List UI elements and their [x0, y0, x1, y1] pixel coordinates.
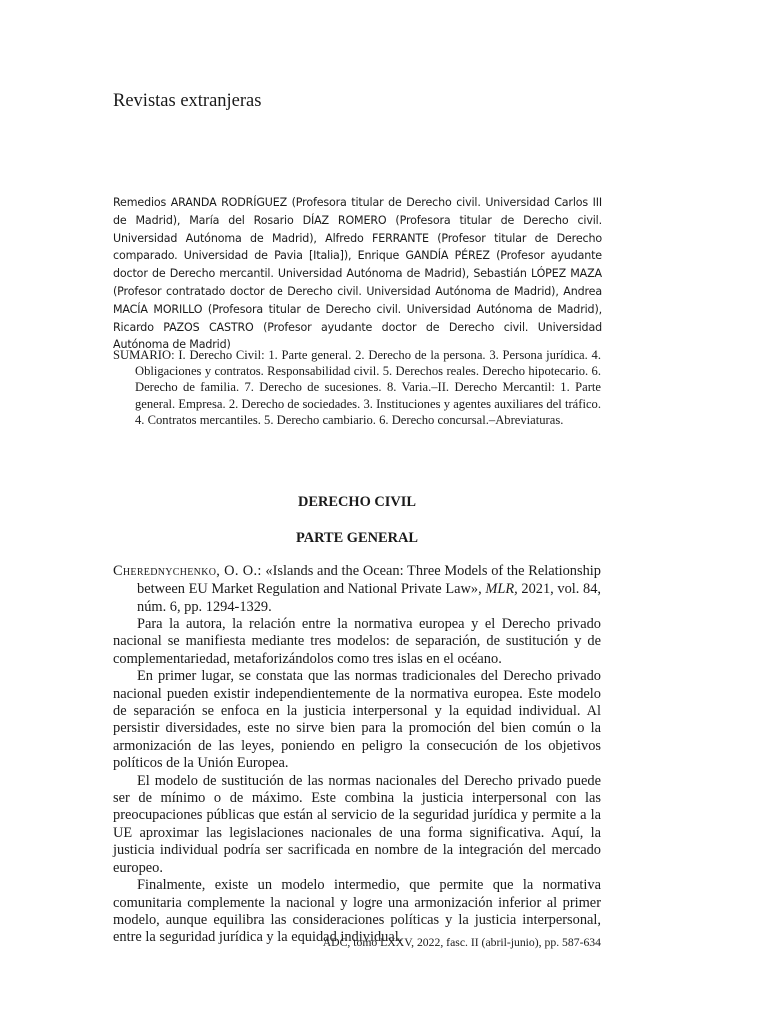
body-paragraph: Finalmente, existe un modelo intermedio, que permite que la normativa comunitaria complemente la nacional y logre una armonización inferior al primer modelo, aunque equilibra las consideraciones políticas y la justicia interpersonal, entre la seguridad jurídica y la equidad individual.	[113, 877, 601, 946]
review-body	[113, 616, 601, 947]
article-citation	[113, 563, 601, 616]
citation-author: Cherednychenko, O. O.:	[113, 563, 262, 579]
body-paragraph: Para la autora, la relación entre la normativa europea y el Derecho privado nacional se manifiesta mediante tres modelos: de separación, de sustitución y de complementariedad, metaforizándolos como tres islas en el océano.	[113, 616, 601, 667]
body-paragraph: El modelo de sustitución de las normas nacionales del Derecho privado puede ser de mínimo o de máximo. Este combina la justicia interpersonal con las preocupaciones públicas que están al servicio de la seguridad jurídica y permite a la UE aproximar las legislaciones nacionales de una forma significativa. Aquí, la justicia individual podría ser sacrificada en nombre de la integración del mercado europeo.	[113, 772, 601, 876]
section-subheading: PARTE GENERAL	[296, 530, 418, 546]
summary-table-of-contents	[113, 347, 601, 428]
summary-text: I. Derecho Civil: 1. Parte general. 2. Derecho de la persona. 3. Persona jurídica. 4. Obligaciones y contratos. Responsabilidad civil. 5. Derechos reales. Derecho hipotecario. 6. Derecho de familia. 7. Derecho de sucesiones. 8. Varia.–II. Derecho Mercantil: 1. Parte general. Empresa. 2. Derecho de sociedades. 3. Instituciones y agentes auxiliares del tráfico. 4. Contratos mercantiles. 5. Derecho cambiario. 6. Derecho concursal.–Abreviaturas.	[135, 348, 601, 427]
page-footer: ADC, tomo LXXV, 2022, fasc. II (abril-junio), pp. 587-634	[322, 936, 601, 949]
summary-label: SUMARIO:	[113, 348, 175, 362]
authors-contributors-list: Remedios ARANDA RODRÍGUEZ (Profesora titular de Derecho civil. Universidad Carlos III de Madrid), María del Rosario DÍAZ ROMERO (Profesora titular de Derecho civil. Universidad Autónoma de Madrid), Alfredo FERRANTE (Profesor titular de Derecho comparado. Universidad de Pavia [Italia]), Enrique GANDÍA PÉREZ (Profesor ayudante doctor de Derecho mercantil. Universidad Autónoma de Madrid), Sebastián LÓPEZ MAZA (Profesor contratado doctor de Derecho civil. Universidad Autónoma de Madrid), Andrea MACÍA MORILLO (Profesora titular de Derecho civil. Universidad Autónoma de Madrid), Ricardo PAZOS CASTRO (Profesor ayudante doctor de Derecho civil. Universidad Autónoma de Madrid)	[113, 196, 602, 352]
running-header-title: Revistas extranjeras	[113, 91, 262, 111]
citation-details: 2021, vol. 84, núm. 6, pp. 1294-1329.	[137, 580, 601, 615]
body-paragraph: En primer lugar, se constata que las normas tradicionales del Derecho privado nacional pueden existir independientemente de la normativa europea. Este modelo de separación se enfoca en la justicia interpersonal y la equidad individual. Al persistir diversidades, este no sirve bien para la promoción del bien común o la armonización de las leyes, poniendo en peligro la consecución de los objetivos políticos de la Unión Europea.	[113, 668, 601, 772]
section-heading: DERECHO CIVIL	[298, 494, 416, 510]
citation-journal: MLR,	[485, 580, 518, 597]
citation-title: «Islands and the Ocean: Three Models of the Relationship between EU Market Regulation and National Private Law»,	[137, 563, 601, 597]
